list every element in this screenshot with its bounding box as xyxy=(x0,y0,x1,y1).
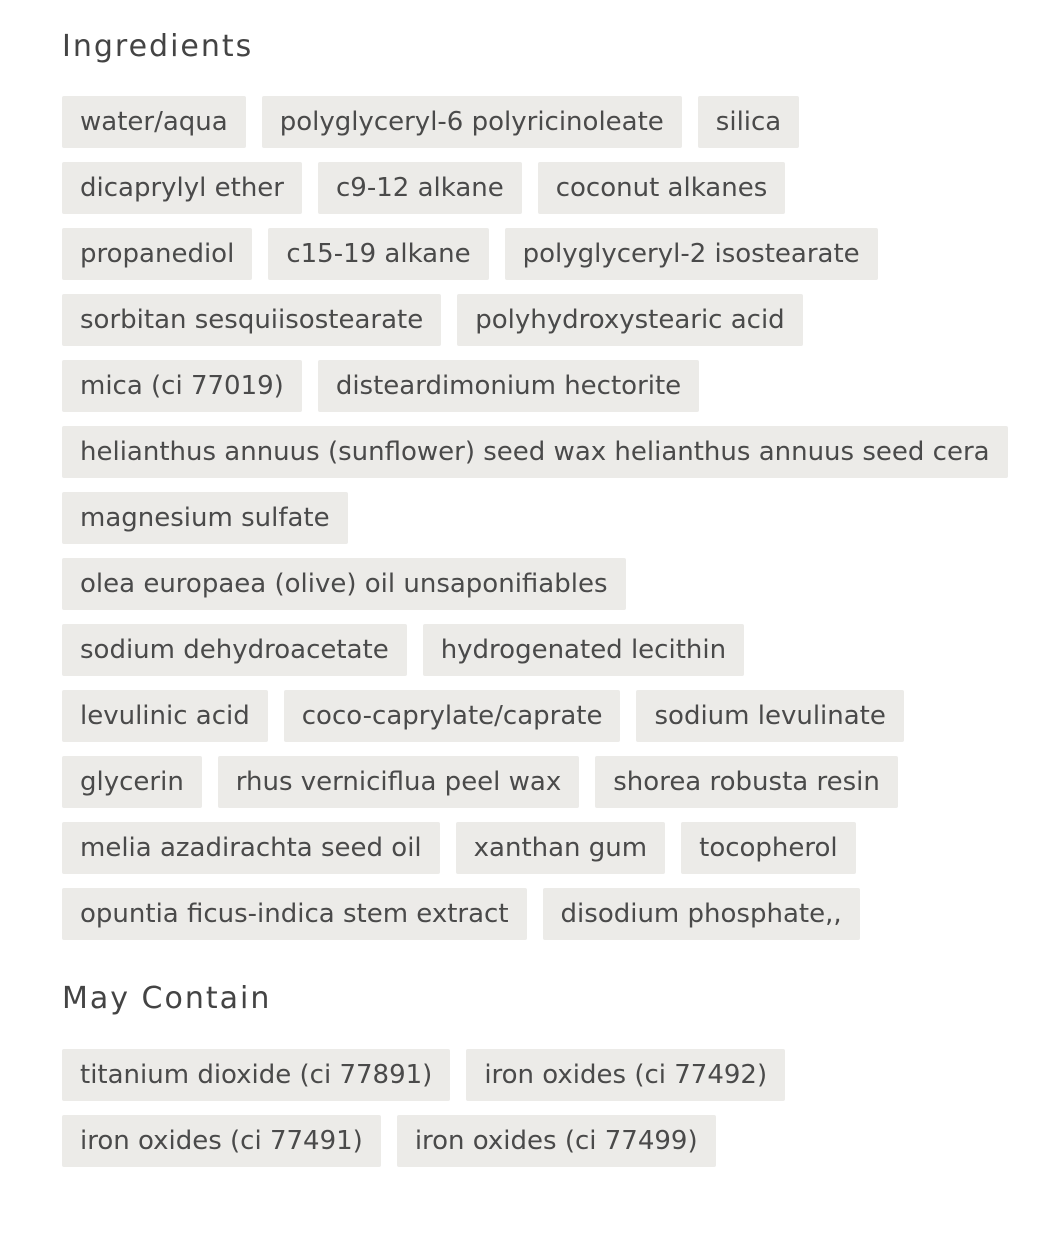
ingredient-tag: coconut alkanes xyxy=(538,162,786,214)
ingredient-tag: olea europaea (olive) oil unsaponifiables xyxy=(62,558,626,610)
tag-row xyxy=(62,624,982,676)
ingredient-tag: c15-19 alkane xyxy=(268,228,488,280)
ingredient-tag: glycerin xyxy=(62,756,202,808)
tag-row xyxy=(62,1049,982,1101)
ingredients-heading: Ingredients xyxy=(62,29,254,64)
ingredient-tag: titanium dioxide (ci 77891) xyxy=(62,1049,450,1101)
ingredient-tag: iron oxides (ci 77491) xyxy=(62,1115,381,1167)
ingredient-tag: iron oxides (ci 77492) xyxy=(466,1049,785,1101)
ingredients-tag-list xyxy=(62,96,990,940)
ingredient-tag: iron oxides (ci 77499) xyxy=(397,1115,716,1167)
ingredient-tag: mica (ci 77019) xyxy=(62,360,302,412)
ingredient-tag: disteardimonium hectorite xyxy=(318,360,699,412)
tag-row xyxy=(62,294,982,346)
ingredient-tag: sodium dehydroacetate xyxy=(62,624,407,676)
ingredient-tag: levulinic acid xyxy=(62,690,268,742)
tag-row xyxy=(62,558,982,610)
ingredient-tag: polyglyceryl-6 polyricinoleate xyxy=(262,96,682,148)
tag-row xyxy=(62,1115,982,1167)
ingredient-tag: helianthus annuus (sunflower) seed wax helianthus annuus seed cera xyxy=(62,426,1008,478)
tag-row xyxy=(62,360,982,412)
ingredient-tag: polyglyceryl-2 isostearate xyxy=(505,228,878,280)
ingredient-tag: rhus verniciflua peel wax xyxy=(218,756,579,808)
ingredient-tag: tocopherol xyxy=(681,822,856,874)
ingredient-tag: water/aqua xyxy=(62,96,246,148)
tag-row xyxy=(62,822,982,874)
ingredient-tag: xanthan gum xyxy=(456,822,665,874)
may-contain-heading: May Contain xyxy=(62,981,272,1016)
ingredient-tag: magnesium sulfate xyxy=(62,492,348,544)
ingredient-tag: coco-caprylate/caprate xyxy=(284,690,621,742)
ingredient-tag: propanediol xyxy=(62,228,252,280)
ingredient-tag: dicaprylyl ether xyxy=(62,162,302,214)
tag-row xyxy=(62,756,982,808)
ingredient-tag: sodium levulinate xyxy=(636,690,903,742)
tag-row xyxy=(62,690,982,742)
tag-row xyxy=(62,492,982,544)
tag-row xyxy=(62,162,982,214)
ingredient-tag: hydrogenated lecithin xyxy=(423,624,744,676)
ingredients-section xyxy=(62,28,990,940)
may-contain-section xyxy=(62,980,982,1167)
tag-row xyxy=(62,96,982,148)
ingredient-tag: c9-12 alkane xyxy=(318,162,522,214)
tag-row xyxy=(62,426,990,478)
ingredient-tag: polyhydroxystearic acid xyxy=(457,294,803,346)
tag-row xyxy=(62,888,982,940)
ingredient-tag: melia azadirachta seed oil xyxy=(62,822,440,874)
ingredient-tag: disodium phosphate,, xyxy=(543,888,860,940)
ingredient-tag: silica xyxy=(698,96,799,148)
ingredient-tag: sorbitan sesquiisostearate xyxy=(62,294,441,346)
may-contain-tag-list xyxy=(62,1049,982,1167)
tag-row xyxy=(62,228,982,280)
ingredient-tag: opuntia ficus-indica stem extract xyxy=(62,888,527,940)
ingredient-tag: shorea robusta resin xyxy=(595,756,898,808)
